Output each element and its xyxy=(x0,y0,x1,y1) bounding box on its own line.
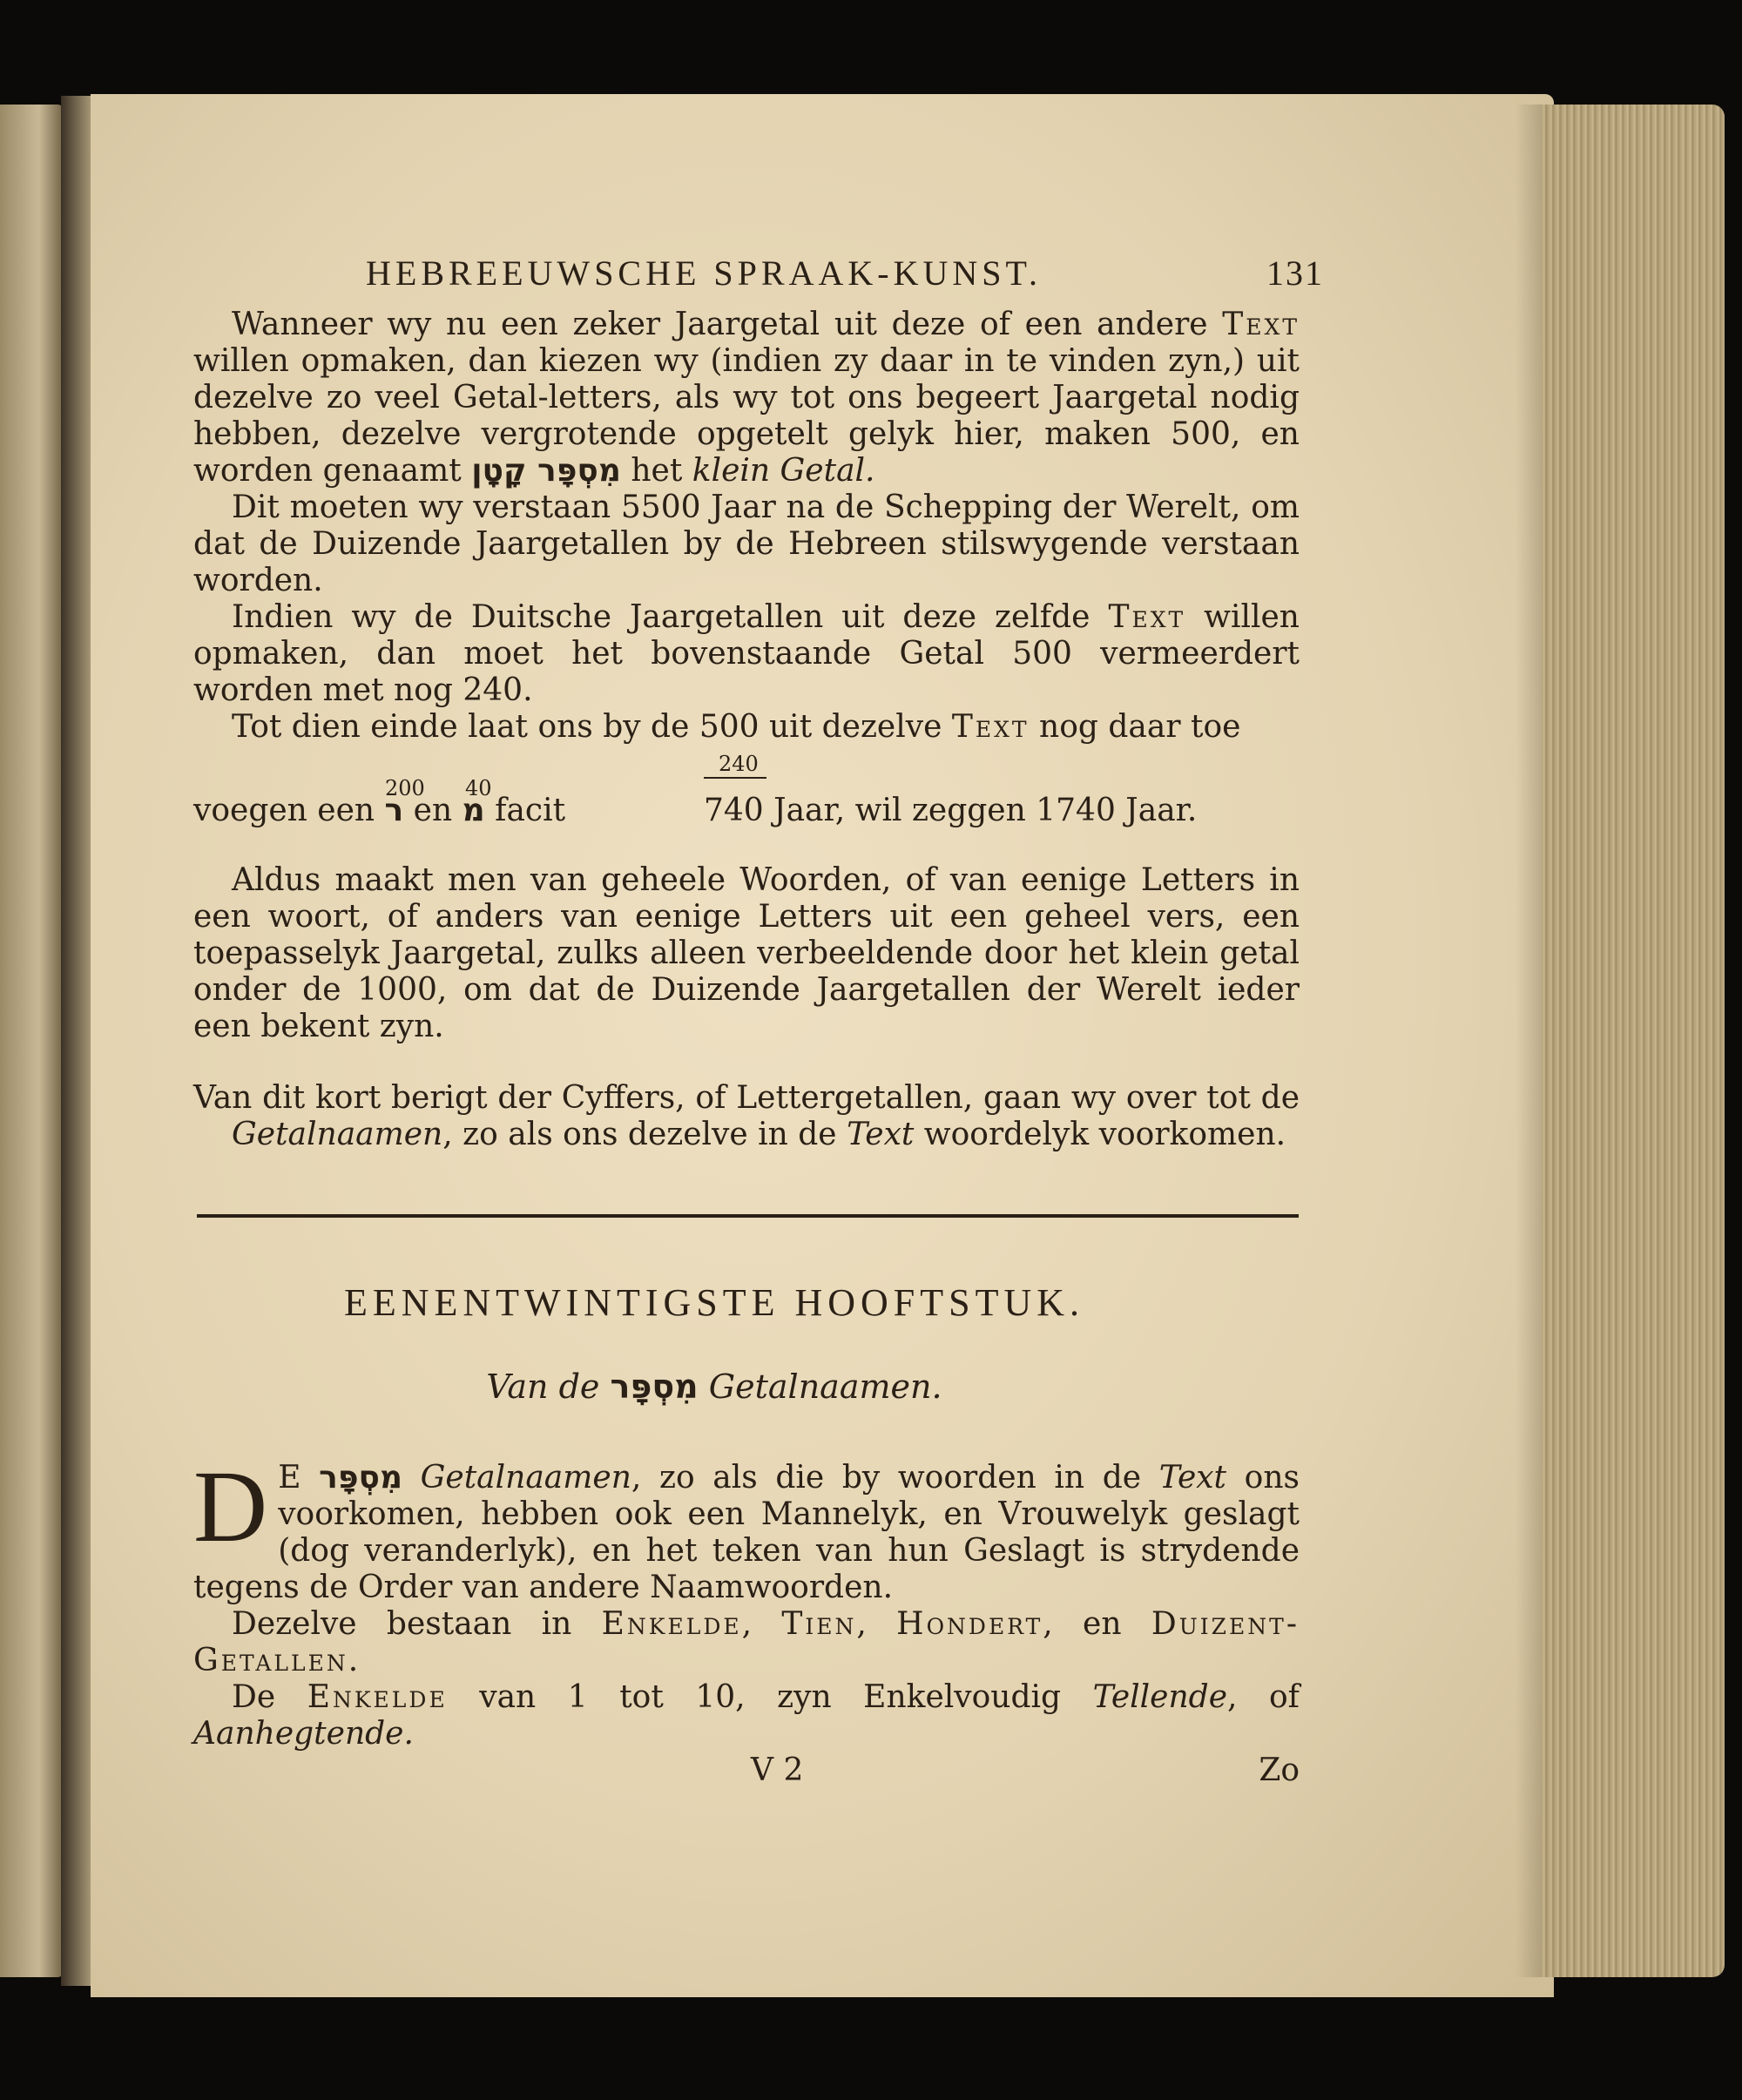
paragraph-2: Dit moeten wy verstaan 5500 Jaar na de Schepping der Werelt, om dat de Duizende Jaargetallen by de Hebreen stilswygende verstaan worden. xyxy=(193,490,1300,598)
running-title: HEBREEUWSCHE SPRAAK-KUNST. xyxy=(366,253,1042,293)
calc-result: 740 Jaar, wil zeggen 1740 Jaar. xyxy=(704,793,1198,828)
paragraph-6: Van dit kort berigt der Cyffers, of Lettergetallen, gaan wy over tot de Getalnaamen, zo als ons dezelve in de Text woordelyk voorkomen. xyxy=(193,1080,1300,1152)
chapter-body xyxy=(193,1449,1300,1791)
chapter-subtitle: Van de מִסְפָּר Getalnaamen. xyxy=(486,1367,942,1406)
hebrew-phrase: מִסְפָּר קָטָן xyxy=(471,453,621,489)
hebrew-resh: ר xyxy=(384,793,404,828)
section-rule xyxy=(197,1214,1299,1218)
signature-mark: V 2 xyxy=(751,1752,804,1788)
page-block-edges xyxy=(1542,105,1725,1977)
num-200: 200 xyxy=(385,776,425,800)
hebrew-mem: מ xyxy=(462,793,485,828)
calc-line: voegen een ר en מ facit xyxy=(193,793,566,828)
paragraph-8: Dezelve bestaan in Enkelde, Tien, Hondert, en Duizent-Getallen. xyxy=(193,1606,1300,1678)
text-smallcaps: Text xyxy=(1222,307,1300,342)
paragraph-1: Wanneer wy nu een zeker Jaargetal uit deze of een andere Text willen opmaken, dan kiezen wy (indien zy daar in te vinden zyn,) uit dezelve zo veel Getal-letters, als wy tot ons begeert Jaargetal nodig hebben, dezelve vergrotende opgetelt gelyk hier, maken 500, en worden genaamt מִסְפָּר קָטָן het klein Getal. xyxy=(193,307,1300,489)
drop-cap: D xyxy=(193,1449,268,1563)
hebrew-mispar: מִסְפָּר xyxy=(610,1367,699,1406)
running-header xyxy=(366,253,1324,294)
page-footer xyxy=(193,1752,1300,1791)
paragraph-3: Indien wy de Duitsche Jaargetallen uit deze zelfde Text willen opmaken, dan moet het bovenstaande Getal 500 vermeerdert worden met nog 240. xyxy=(193,599,1300,708)
paragraph-7: D E מִסְפָּר Getalnaamen, zo als die by woorden in de Text ons voorkomen, hebben ook een Mannelyk, en Vrouwelyk geslagt (dog veranderlyk), en het teken van hun Geslagt is strydende tegens de Order van andere Naamwoorden. xyxy=(193,1449,1300,1605)
calculation-block xyxy=(193,746,1300,833)
page-number: 131 xyxy=(1266,253,1324,293)
num-40: 40 xyxy=(465,776,492,800)
left-page-edge xyxy=(0,105,64,1977)
chapter-title: EENENTWINTIGSTE HOOFTSTUK. xyxy=(343,1281,1085,1324)
body-text xyxy=(193,307,1300,1153)
paragraph-9: De Enkelde van 1 tot 10, zyn Enkelvoudig Tellende, of Aanhegtende. xyxy=(193,1679,1300,1752)
paragraph-4: Tot dien einde laat ons by de 500 uit dezelve Text nog daar toe xyxy=(232,709,1241,745)
sum-rule xyxy=(704,777,766,779)
num-240: 240 xyxy=(719,752,759,776)
catchword: Zo xyxy=(1259,1752,1300,1788)
paragraph-5: Aldus maakt men van geheele Woorden, of van eenige Letters in een woort, of anders van eenige Letters uit een geheel vers, een toepasselyk Jaargetal, zulks alleen verbeeldende door het klein getal onder de 1000, om dat de Duizende Jaargetallen der Werelt ieder een bekent zyn. xyxy=(193,862,1300,1044)
